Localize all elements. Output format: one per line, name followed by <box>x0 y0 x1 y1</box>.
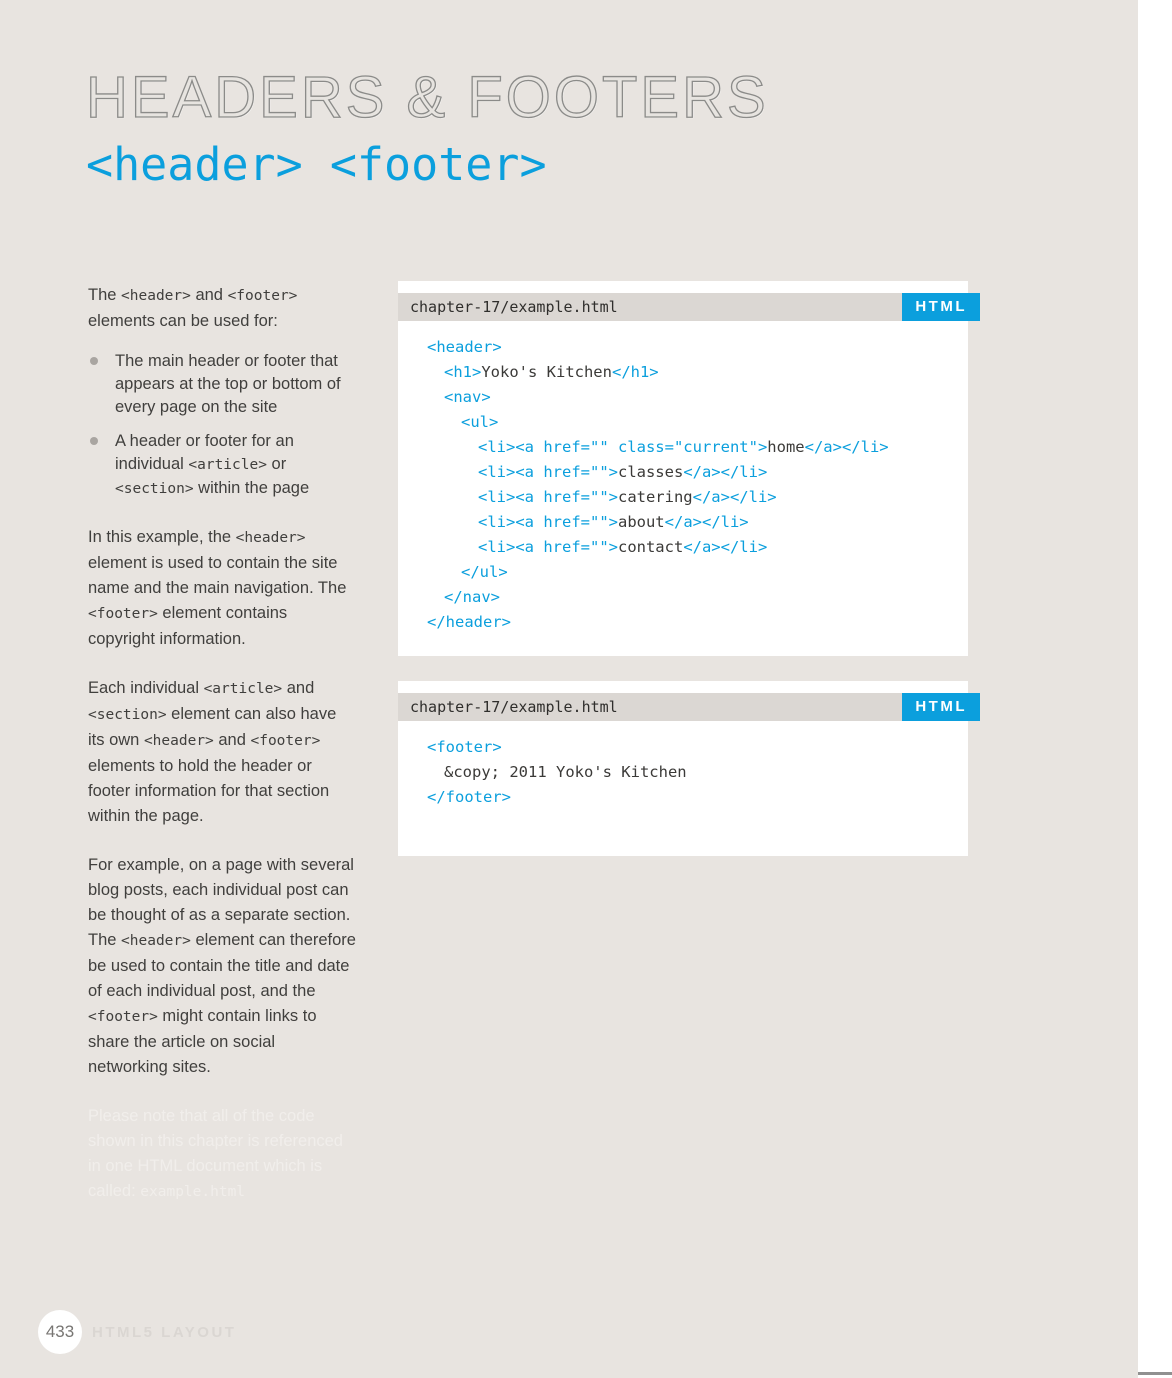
chapter-title: HEADERS & FOOTERS <box>86 65 769 130</box>
code-line <box>410 460 968 485</box>
code-line <box>410 385 968 410</box>
inline-code: example.html <box>140 1184 246 1200</box>
code-tag: <h1> <box>444 363 482 381</box>
code-line <box>410 560 968 585</box>
code-tag: </a></li> <box>804 438 889 456</box>
code-line <box>410 585 968 610</box>
intro-paragraph <box>88 283 356 334</box>
chapter-footer-label: HTML5 LAYOUT <box>92 1324 237 1341</box>
text-run: For example, on a page with several blog posts, each individual post can be thought of as a separate section. The <box>88 856 354 949</box>
text-run: catering <box>617 488 693 506</box>
code-line <box>410 335 968 360</box>
text-run: elements can be used for: <box>88 312 278 330</box>
inline-code: <footer> <box>88 1009 158 1025</box>
article-text-column <box>88 283 356 1229</box>
code-tag: <nav> <box>444 388 491 406</box>
code-tag: <li><a href=""> <box>478 513 618 531</box>
chapter-subtitle-code: <header> <footer> <box>86 138 547 191</box>
inline-code: <footer> <box>88 606 158 622</box>
text-run: and <box>190 286 228 304</box>
body-paragraph <box>88 853 356 1080</box>
text-run: element can therefore be used to contain the title and date of each individual post, and the <box>88 931 356 1000</box>
html-badge: HTML <box>902 693 980 721</box>
inline-code: <section> <box>115 481 194 497</box>
inline-code: <header> <box>121 288 191 304</box>
inline-code: <footer> <box>227 288 298 304</box>
code-line <box>410 435 968 460</box>
code-line <box>410 535 968 560</box>
code-panel-titlebar <box>398 293 968 321</box>
body-paragraph <box>88 676 356 829</box>
inline-code: <article> <box>188 457 267 473</box>
text-run: &copy; 2011 Yoko's Kitchen <box>444 763 687 781</box>
code-line <box>410 735 968 760</box>
faded-note-paragraph <box>88 1104 356 1205</box>
text-run: Yoko's Kitchen <box>481 363 612 381</box>
text-run: might contain links to share the article on social networking sites. <box>88 1007 317 1076</box>
text-run: Each individual <box>88 679 204 697</box>
bullet-item <box>88 350 356 419</box>
code-tag: </footer> <box>427 788 511 806</box>
code-listing <box>398 321 968 635</box>
code-tag: <header> <box>427 338 502 356</box>
code-tag: </nav> <box>444 588 500 606</box>
text-run: In this example, the <box>88 528 236 546</box>
code-line <box>410 410 968 435</box>
text-run: A header or footer for an individual <box>115 432 294 473</box>
text-run: element is used to contain the site name and the main navigation. The <box>88 554 347 597</box>
code-tag: <ul> <box>461 413 499 431</box>
code-tag: <li><a href=""> <box>478 463 618 481</box>
code-tag: <li><a href=""> <box>478 488 618 506</box>
text-run: element can also have its own <box>88 705 337 749</box>
code-panel-header-example <box>398 281 968 656</box>
code-tag: </header> <box>427 613 511 631</box>
code-panel-footer-example <box>398 681 968 856</box>
inline-code: <article> <box>203 681 283 697</box>
code-tag: </a></li> <box>692 488 777 506</box>
code-tag: <li><a href="" class="current"> <box>478 438 768 456</box>
inline-code: <header> <box>121 933 191 949</box>
code-tag: <li><a href=""> <box>478 538 618 556</box>
text-run: within the page <box>193 479 310 497</box>
inline-code: <header> <box>235 530 306 546</box>
code-tag: <footer> <box>427 738 502 756</box>
bullet-item <box>88 430 356 501</box>
code-tag: </a></li> <box>683 463 768 481</box>
text-run: The main header or footer that appears at the top or bottom of every page on the site <box>115 352 341 416</box>
code-line <box>410 510 968 535</box>
page-edge-marker <box>1138 1372 1172 1375</box>
inline-code: <header> <box>143 733 214 749</box>
text-run: or <box>266 455 287 473</box>
page-number-badge: 433 <box>38 1310 82 1354</box>
code-panel-titlebar <box>398 693 968 721</box>
code-tag: </ul> <box>461 563 508 581</box>
text-run: contact <box>617 538 684 556</box>
code-filename: chapter-17/example.html <box>410 698 618 716</box>
code-tag: </a></li> <box>664 513 749 531</box>
code-line <box>410 360 968 385</box>
text-run: about <box>617 513 665 531</box>
bullet-dot-icon <box>90 357 98 365</box>
code-line <box>410 760 968 785</box>
bullet-list <box>88 350 356 501</box>
code-line <box>410 785 968 810</box>
text-run: classes <box>617 463 684 481</box>
text-run: elements to hold the header or footer information for that section within the page. <box>88 757 330 825</box>
bullet-dot-icon <box>90 437 98 445</box>
text-run: and <box>282 679 315 697</box>
code-filename: chapter-17/example.html <box>410 298 618 316</box>
text-run: element contains copyright information. <box>88 604 288 648</box>
code-line <box>410 485 968 510</box>
text-run: home <box>767 438 805 456</box>
inline-code: <footer> <box>250 733 321 749</box>
code-listing <box>398 721 968 810</box>
text-run: Please note that all of the code shown in this chapter is referenced in one HTML document which is called: <box>88 1107 343 1200</box>
code-tag: </h1> <box>611 363 659 381</box>
code-line <box>410 610 968 635</box>
inline-code: <section> <box>88 707 167 723</box>
code-tag: </a></li> <box>683 538 768 556</box>
body-paragraph <box>88 525 356 652</box>
html-badge: HTML <box>902 293 980 321</box>
text-run: and <box>213 731 251 749</box>
text-run: The <box>88 286 122 304</box>
